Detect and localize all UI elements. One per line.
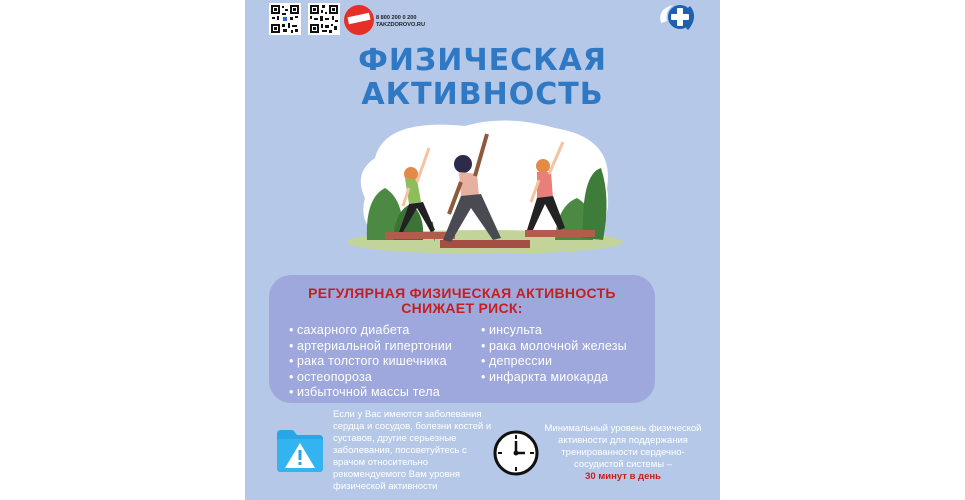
qr-code-1	[269, 3, 301, 35]
health-cross-logo-icon	[655, 1, 697, 33]
list-item: • избыточной массы тела	[289, 385, 440, 400]
risk-list-right	[481, 323, 627, 385]
warning-note-text: Если у Вас имеются заболевания сердца и сосудов, болезни костей и суставов, другие серьезные заболевания, посоветуйтесь с врачом относительно рекомендуемого Вам уровня физической активности	[333, 409, 492, 492]
minimum-activity-note	[543, 423, 703, 483]
list-item: • рака толстого кишечника	[289, 354, 447, 369]
poster	[245, 0, 720, 500]
list-item: • рака молочной железы	[481, 338, 627, 353]
page-title-line-2: АКТИВНОСТЬ	[361, 77, 604, 112]
list-item: • артериальной гипертонии	[289, 338, 453, 353]
minimum-activity-text: Минимальный уровень физической активности для поддержания тренированности сердечно-сосудистой системы –	[544, 423, 702, 470]
qr-code-2	[308, 3, 340, 35]
exercise-illustration	[345, 118, 625, 258]
page-title-line-1: ФИЗИЧЕСКАЯ	[358, 43, 607, 78]
folder-warning-icon	[275, 428, 325, 474]
hotline-phone: 8 800 200 0 200	[376, 15, 417, 21]
risk-heading-line-2: СНИЖАЕТ РИСК:	[401, 300, 523, 316]
risk-list-left	[289, 323, 452, 401]
list-item: • депрессии	[481, 354, 553, 369]
hotline-website: TAKZDOROVO.RU	[376, 22, 425, 28]
list-item: • инфаркта миокарда	[481, 369, 609, 384]
list-item: • остеопороза	[289, 369, 373, 384]
risk-heading-line-1: РЕГУЛЯРНАЯ ФИЗИЧЕСКАЯ АКТИВНОСТЬ	[308, 285, 616, 301]
clock-icon	[493, 430, 539, 476]
list-item: • сахарного диабета	[289, 323, 410, 337]
hotline-logo-icon	[344, 5, 374, 35]
risk-reduction-panel	[269, 275, 655, 403]
list-item: • инсульта	[481, 323, 543, 337]
minimum-activity-highlight: 30 минут в день	[585, 471, 661, 482]
